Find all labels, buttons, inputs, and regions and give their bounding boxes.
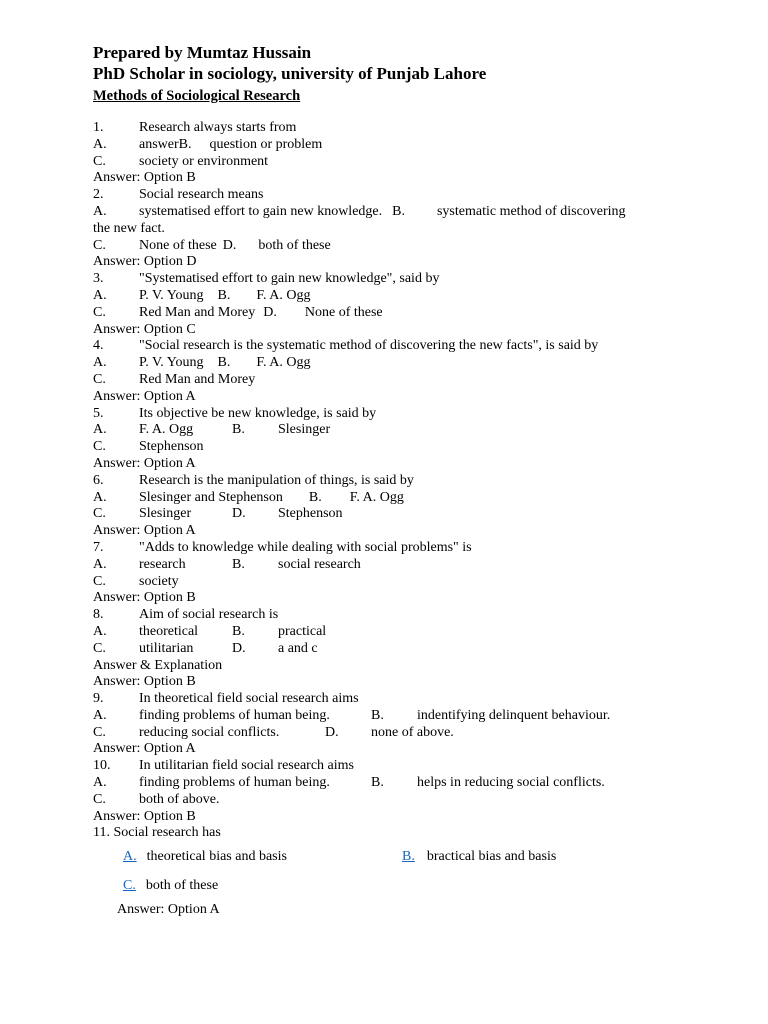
question-9: 9. In theoretical field social research aims: [93, 691, 359, 707]
question-2-options-cd: C. None of these D. both of these: [93, 237, 331, 253]
question-9-answer: Answer: Option A: [93, 741, 196, 757]
question-5-options-ab: A. F. A. Ogg B. Slesinger: [93, 422, 331, 438]
question-11-option-c: C. both of these: [123, 878, 219, 893]
question-6-options-ab: A. Slesinger and Stephenson B. F. A. Ogg: [93, 489, 404, 505]
question-11: 11. Social research has: [93, 825, 221, 841]
question-8-options-ab: A. theoretical B. practical: [93, 623, 327, 639]
question-4-answer: Answer: Option A: [93, 388, 196, 404]
question-11-option-a: A. theoretical bias and basis: [123, 849, 287, 864]
question-4-options-ab: A. P. V. Young B. F. A. Ogg: [93, 355, 311, 371]
question-8-answer: Answer: Option B: [93, 674, 196, 690]
question-1-option-c: C. society or environment: [93, 153, 269, 169]
question-2: 2. Social research means: [93, 187, 264, 203]
question-7-options-ab: A. research B. social research: [93, 556, 361, 572]
option-b-link[interactable]: B.: [402, 849, 415, 864]
question-3-answer: Answer: Option C: [93, 321, 196, 337]
question-4: 4. "Social research is the systematic method of discovering the new facts", is said by: [93, 338, 599, 354]
question-8-options-cd: C. utilitarian D. a and c: [93, 640, 318, 656]
question-11-option-b: B. bractical bias and basis: [402, 849, 557, 864]
author-line: Prepared by Mumtaz Hussain: [93, 43, 312, 62]
question-4-option-c: C. Red Man and Morey: [93, 371, 256, 387]
question-7-answer: Answer: Option B: [93, 590, 196, 606]
option-c-link[interactable]: C.: [123, 878, 136, 893]
question-11-answer: Answer: Option A: [117, 902, 220, 917]
question-2-options-b-cont: the new fact.: [93, 220, 165, 236]
question-list: [93, 120, 693, 842]
question-5: 5. Its objective be new knowledge, is said by: [93, 405, 377, 421]
question-8: 8. Aim of social research is: [93, 607, 279, 623]
document-header: [93, 42, 486, 84]
question-9-options-ab: A. finding problems of human being. B. indentifying delinquent behaviour.: [93, 707, 611, 723]
question-3: 3. "Systematised effort to gain new knowledge", said by: [93, 271, 440, 287]
question-9-options-cd: C. reducing social conflicts. D. none of above.: [93, 724, 454, 740]
author-affiliation: PhD Scholar in sociology, university of Punjab Lahore: [93, 64, 487, 83]
document-subtitle: Methods of Sociological Research: [93, 88, 301, 104]
question-6-options-cd: C. Slesinger D. Stephenson: [93, 506, 343, 522]
question-1-options-ab: A. answerB. question or problem: [93, 136, 323, 152]
question-10-option-c: C. both of above.: [93, 791, 220, 807]
question-5-option-c: C. Stephenson: [93, 439, 204, 455]
question-2-options-ab: A. systematised effort to gain new knowledge. B. systematic method of discovering: [93, 203, 626, 219]
question-6-answer: Answer: Option A: [93, 523, 196, 539]
question-8-explanation: Answer & Explanation: [93, 657, 223, 673]
question-7-option-c: C. society: [93, 573, 179, 589]
question-2-answer: Answer: Option D: [93, 254, 197, 270]
question-7: 7. "Adds to knowledge while dealing with social problems" is: [93, 539, 472, 555]
question-3-options-ab: A. P. V. Young B. F. A. Ogg: [93, 287, 311, 303]
question-3-options-cd: C. Red Man and Morey D. None of these: [93, 304, 383, 320]
question-1-answer: Answer: Option B: [93, 170, 196, 186]
question-10: 10. In utilitarian field social research aims: [93, 758, 354, 774]
question-5-answer: Answer: Option A: [93, 455, 196, 471]
question-10-options-ab: A. finding problems of human being. B. helps in reducing social conflicts.: [93, 775, 605, 791]
question-10-answer: Answer: Option B: [93, 808, 196, 824]
question-1: 1. Research always starts from: [93, 120, 297, 135]
question-6: 6. Research is the manipulation of things, is said by: [93, 472, 414, 488]
option-a-link[interactable]: A.: [123, 849, 137, 864]
